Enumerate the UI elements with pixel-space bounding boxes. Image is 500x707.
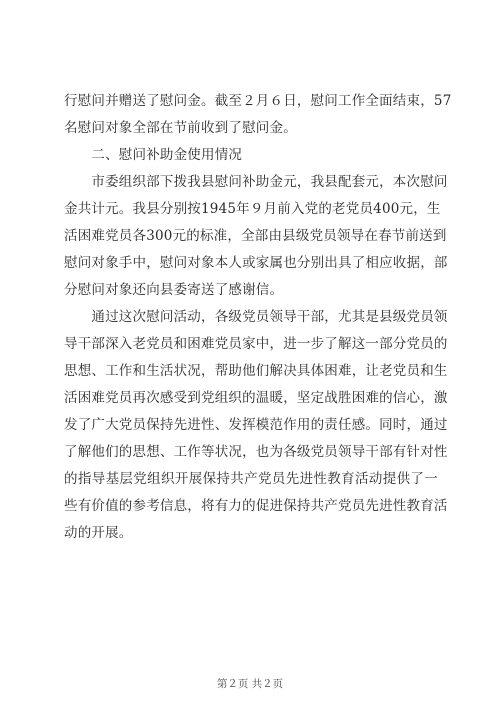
text-line: 了解他们的思想、工作等状况，也为各级党员领导干部有针对性 — [64, 444, 448, 460]
text-line: 活困难党员各300元的标准，全部由县级党员领导在春节前送到 — [64, 228, 447, 244]
page-footer: 第２页 共２页 — [216, 678, 284, 690]
text-line: 金共计元。我县分别按1945年９月前入党的老党员400元，生 — [64, 201, 441, 217]
text-line: 些有价值的参考信息，将有力的促进保持共产党员先进性教育活 — [64, 498, 448, 514]
text-line: 慰问对象手中，慰问对象本人或家属也分别出具了相应收据，部 — [64, 255, 448, 271]
text-line: 行慰问并赠送了慰问金。截至２月６日，慰问工作全面结束，57 — [64, 93, 452, 109]
text-line: 名慰问对象全部在节前收到了慰问金。 — [64, 120, 297, 136]
text-line: 导干部深入老党员和困难党员家中，进一步了解这一部分党员的 — [64, 336, 448, 352]
document-body — [64, 88, 452, 547]
text-line: 二、慰问补助金使用情况 — [64, 147, 243, 163]
text-line: 的指导基层党组织开展保持共产党员先进性教育活动提供了一 — [64, 471, 438, 487]
text-line: 活困难党员再次感受到党组织的温暖，坚定战胜困难的信心，激 — [64, 390, 448, 406]
text-line: 发了广大党员保持先进性、发挥模范作用的责任感。同时，通过 — [64, 417, 448, 433]
text-line: 思想、工作和生活状况，帮助他们解决具体困难，让老党员和生 — [64, 363, 448, 379]
text-line: 市委组织部下拨我县慰问补助金元，我县配套元，本次慰问 — [64, 174, 448, 190]
text-line: 动的开展。 — [64, 525, 133, 541]
text-line: 通过这次慰问活动，各级党员领导干部，尤其是县级党员领 — [64, 309, 448, 325]
text-line: 分慰问对象还向县委寄送了感谢信。 — [64, 282, 284, 298]
